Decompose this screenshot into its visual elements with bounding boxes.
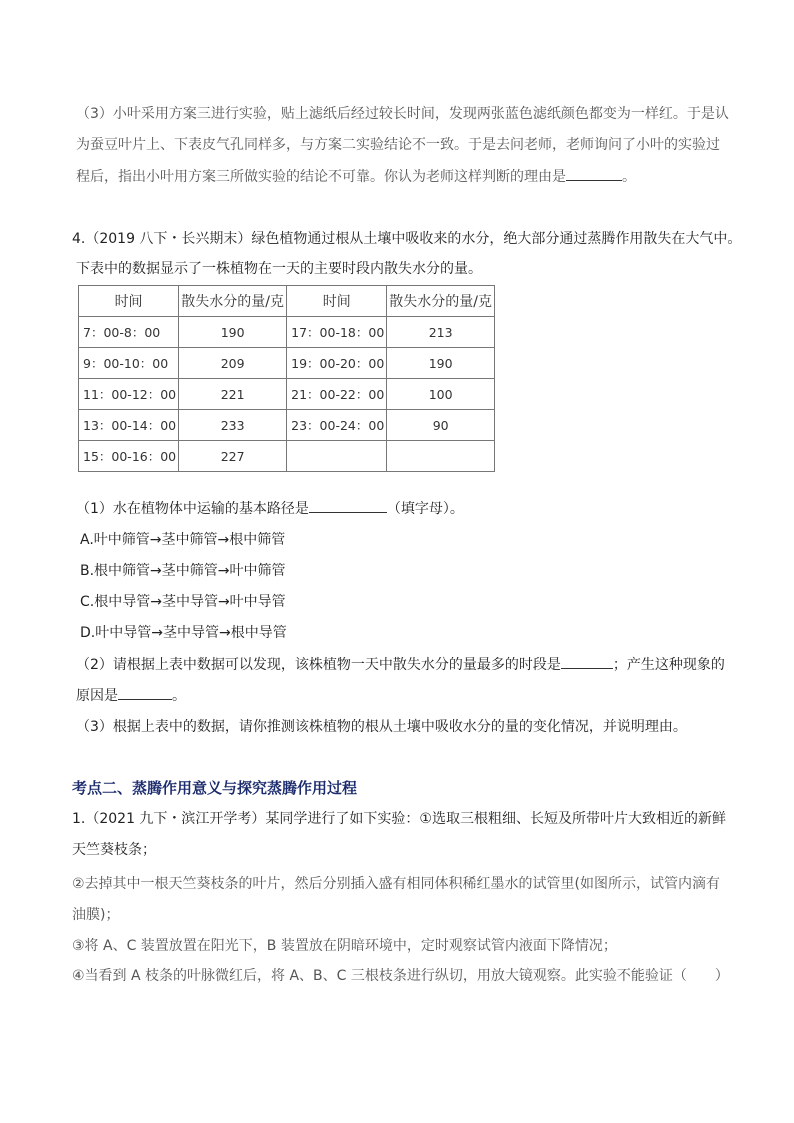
table-cell: 13：00-14：00 (79, 410, 179, 441)
q4-sub-2-text: （2）请根据上表中数据可以发现，该株植物一天中散失水分的量最多的时段是 (76, 657, 561, 673)
table-cell: 221 (179, 379, 287, 410)
table-row (79, 410, 495, 441)
q4-sub-3: （3）根据上表中的数据，请你推测该株植物的根从土壤中吸收水分的量的变化情况，并说明理由。 (76, 719, 687, 735)
step-4: ④当看到 A 枝条的叶脉微红后，将 A、B、C 三根枝条进行纵切，用放大镜观察。此实验不能验证（ ） (72, 968, 729, 984)
water-loss-table (78, 285, 495, 472)
step-2-line-2: 油膜)； (72, 907, 120, 923)
q3-line-3 (76, 166, 636, 187)
table-cell (387, 441, 495, 472)
q4-intro-line-2: 下表中的数据显示了一株植物在一天的主要时段内散失水分的量。 (76, 261, 482, 277)
q4-sub-2-line-1 (76, 654, 725, 675)
table-cell: 15：00-16：00 (79, 441, 179, 472)
q1-line-1: 1.（2021 九下・滨江开学考）某同学进行了如下实验：①选取三根粗细、长短及所带叶片大致相近的新鲜 (72, 811, 726, 827)
table-cell: 190 (179, 317, 287, 348)
table-row (79, 441, 495, 472)
q4-sub-2-line-2 (76, 685, 186, 706)
table-cell: 209 (179, 348, 287, 379)
table-cell: 90 (387, 410, 495, 441)
table-cell: 11：00-12：00 (79, 379, 179, 410)
table-header-cell: 散失水分的量/克 (387, 286, 495, 317)
answer-blank[interactable] (566, 166, 622, 181)
table-header-cell: 时间 (287, 286, 387, 317)
table-cell (287, 441, 387, 472)
table-row (79, 317, 495, 348)
table-header-row (79, 286, 495, 317)
q4-sub-1 (76, 498, 464, 519)
table-cell: 17：00-18：00 (287, 317, 387, 348)
table-cell: 23：00-24：00 (287, 410, 387, 441)
table-row (79, 379, 495, 410)
q4-intro-line-1: 4.（2019 八下・长兴期末）绿色植物通过根从土壤中吸收来的水分，绝大部分通过蒸腾作用散失在大气中。 (72, 231, 742, 247)
option-d: D.叶中导管→茎中导管→根中导管 (80, 625, 287, 641)
answer-blank[interactable] (309, 498, 387, 513)
option-c: C.根中导管→茎中导管→叶中导管 (80, 594, 286, 610)
q4-sub-2-reason: 原因是 (76, 688, 118, 704)
step-3: ③将 A、C 装置放置在阳光下，B 装置放在阴暗环境中，定时观察试管内液面下降情况； (72, 938, 617, 954)
table-cell: 227 (179, 441, 287, 472)
table-header-cell: 时间 (79, 286, 179, 317)
section-heading: 考点二、蒸腾作用意义与探究蒸腾作用过程 (72, 779, 358, 797)
option-a: A.叶中筛管→茎中筛管→根中筛管 (80, 532, 286, 548)
q3-line-3-text: 程后，指出小叶用方案三所做实验的结论不可靠。你认为老师这样判断的理由是 (76, 169, 566, 185)
q1-line-2: 天竺葵枝条； (72, 842, 156, 858)
q4-sub-2-end: 。 (172, 688, 186, 704)
q3-line-3-end: 。 (622, 169, 636, 185)
table-cell: 233 (179, 410, 287, 441)
table-cell: 21：00-22：00 (287, 379, 387, 410)
q4-sub-1-end: （填字母）。 (386, 501, 464, 517)
table-header-cell: 散失水分的量/克 (179, 286, 287, 317)
step-2-line-1: ②去掉其中一根天竺葵枝条的叶片，然后分别插入盛有相同体积稀红墨水的试管里(如图所示，试管内滴有 (72, 876, 721, 892)
table-cell: 100 (387, 379, 495, 410)
table-cell: 190 (387, 348, 495, 379)
table-row (79, 348, 495, 379)
q4-sub-2-text-2: ；产生这种现象的 (612, 657, 725, 673)
table-cell: 7：00-8：00 (79, 317, 179, 348)
answer-blank[interactable] (561, 654, 613, 669)
q3-line-1: （3）小叶采用方案三进行实验，贴上滤纸后经过较长时间，发现两张蓝色滤纸颜色都变为一样红。于是认 (76, 106, 729, 122)
q4-sub-1-text: （1）水在植物体中运输的基本路径是 (76, 501, 309, 517)
answer-blank[interactable] (118, 685, 172, 700)
q3-line-2: 为蚕豆叶片上、下表皮气孔同样多，与方案二实验结论不一致。于是去问老师，老师询问了小叶的实验过 (76, 137, 720, 153)
table-cell: 213 (387, 317, 495, 348)
table-cell: 19：00-20：00 (287, 348, 387, 379)
option-b: B.根中筛管→茎中筛管→叶中筛管 (80, 563, 286, 579)
table-cell: 9：00-10：00 (79, 348, 179, 379)
